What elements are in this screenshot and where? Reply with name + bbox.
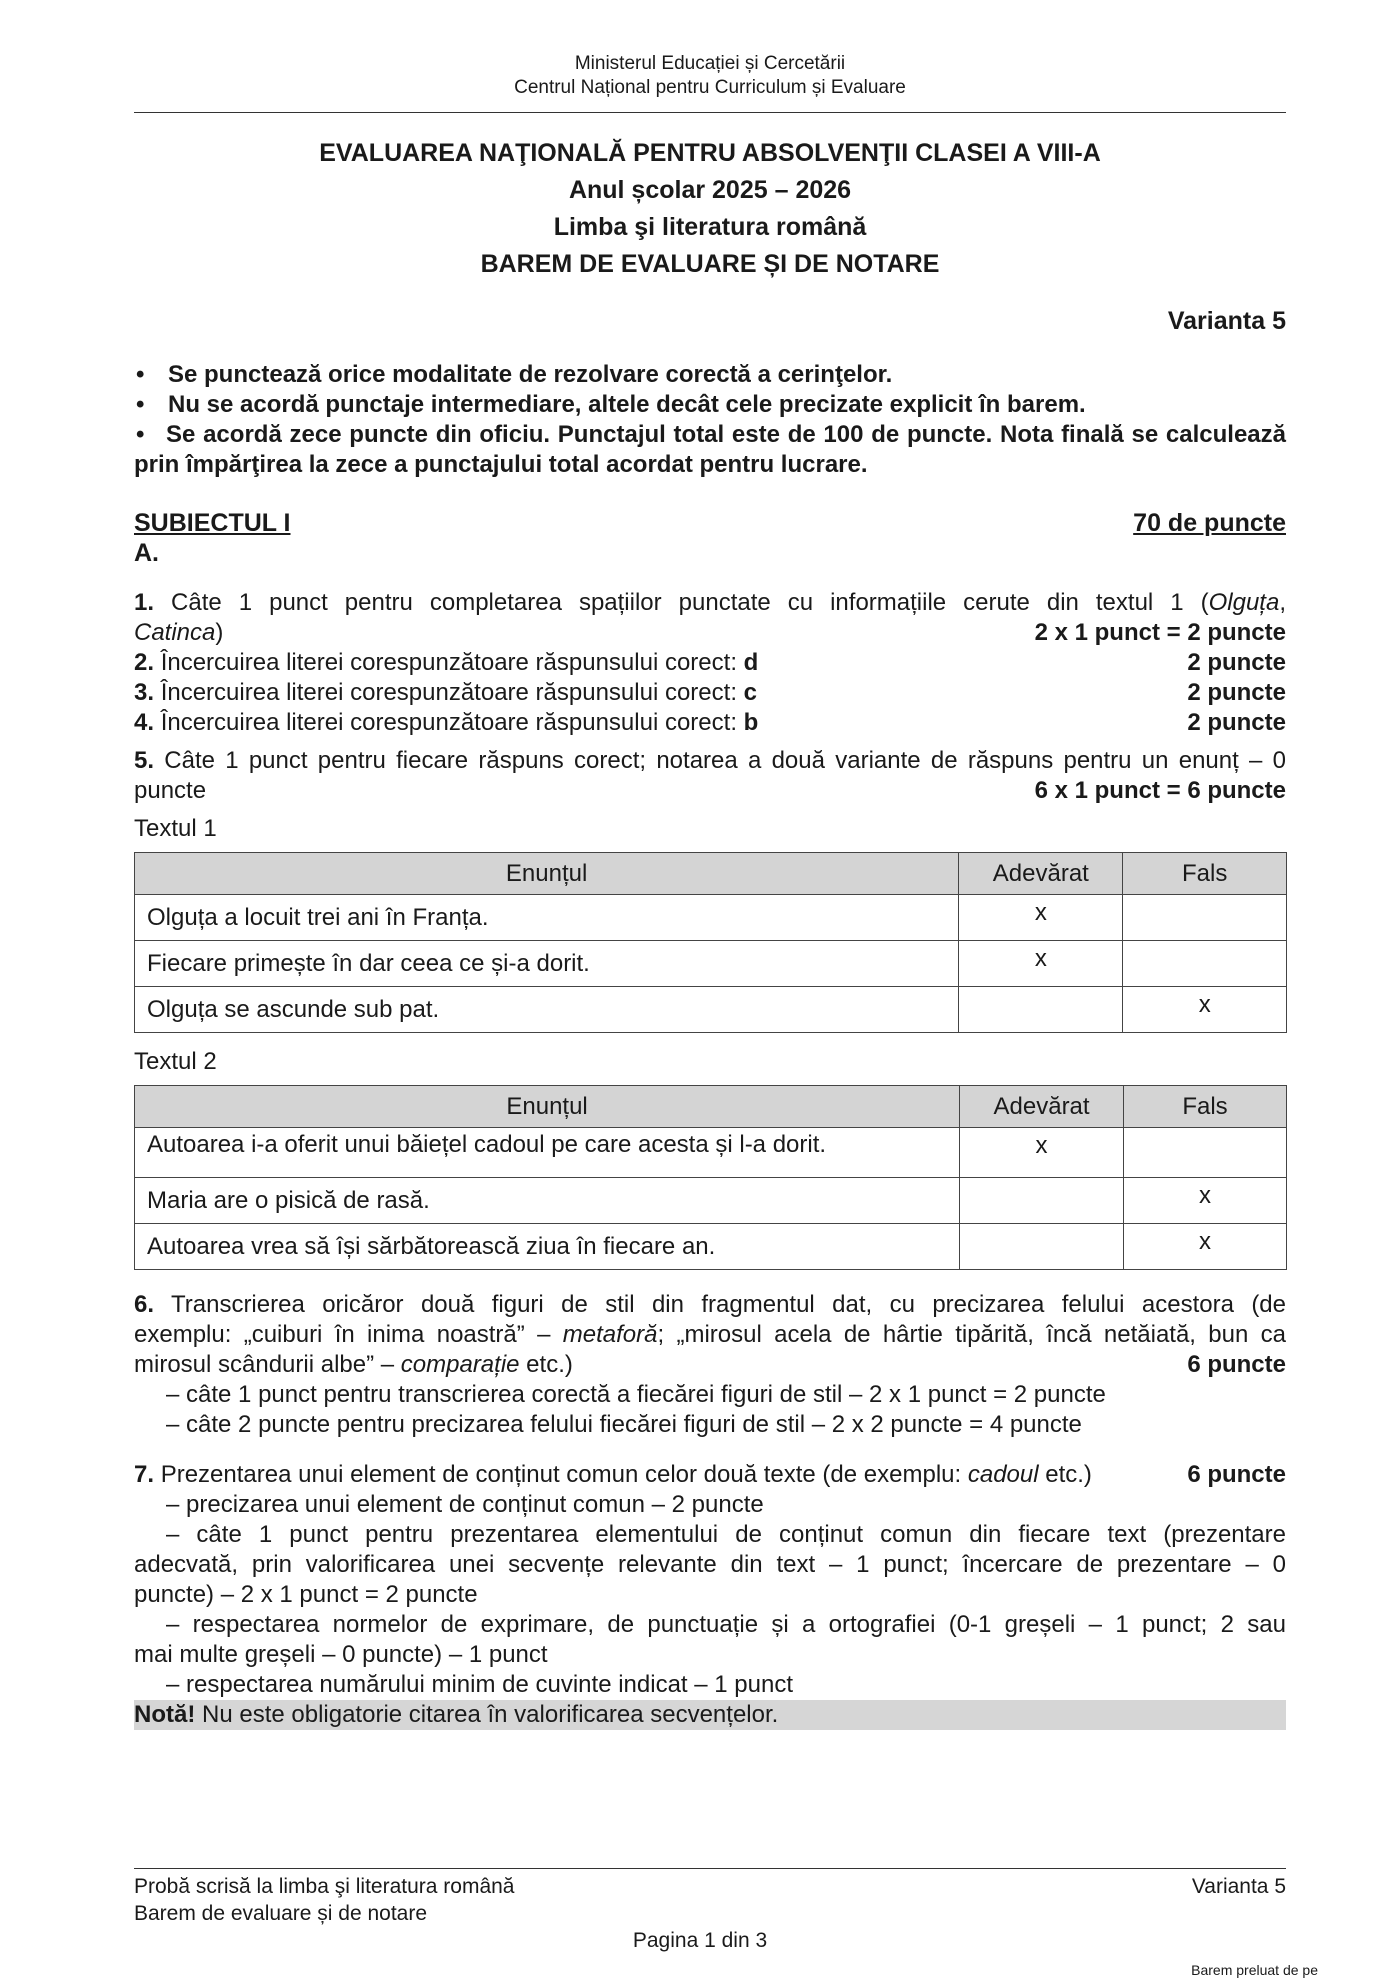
- note-label: Notă!: [134, 1701, 196, 1728]
- item-number: 7.: [134, 1461, 155, 1488]
- note-text: Nu este obligatorie citarea în valorificarea secvențelor.: [195, 1701, 779, 1728]
- item-points: 6 puncte: [1187, 1461, 1286, 1488]
- item-number: 3.: [134, 679, 155, 706]
- item-text: exemplu: „cuiburi în inima noastră” –: [134, 1321, 551, 1348]
- item-text: Încercuirea literei corespunzătoare răspunsului corect:: [160, 709, 737, 736]
- item-points: 2 x 1 punct = 2 puncte: [1034, 619, 1286, 646]
- item-text: Încercuirea literei corespunzătoare răspunsului corect:: [160, 679, 737, 706]
- item-number: 6.: [134, 1291, 155, 1318]
- item-3: [134, 678, 1286, 708]
- false-cell: [1123, 941, 1287, 987]
- table-row: [135, 1224, 1287, 1270]
- column-header: Fals: [1123, 853, 1287, 895]
- true-cell: x: [960, 1128, 1124, 1178]
- document-type: BAREM DE EVALUARE ȘI DE NOTARE: [480, 250, 940, 278]
- item-text: ; „mirosul acela de hârtie tipărită, încă netăiată, bun ca: [657, 1321, 1287, 1348]
- table-label: Textul 1: [134, 815, 217, 842]
- scoring-criterion: – respectarea numărului minim de cuvinte indicat – 1 punct: [166, 1671, 793, 1698]
- scoring-criterion: – câte 2 puncte pentru precizarea felului fiecărei figuri de stil – 2 x 2 puncte = 4 puncte: [166, 1411, 1082, 1438]
- statement-cell: Maria are o pisică de rasă.: [135, 1178, 960, 1224]
- table-header-row: [135, 853, 1287, 895]
- item-7: [134, 1460, 1286, 1700]
- statement-cell: Autoarea i-a oferit unui băiețel cadoul pe care acesta și l-a dorit.: [135, 1128, 960, 1178]
- bullet-icon: •: [136, 391, 145, 418]
- rule-item: [134, 420, 1286, 480]
- statement-cell: Autoarea vrea să își sărbătorească ziua în fiecare an.: [135, 1224, 960, 1270]
- item-6: [134, 1290, 1286, 1440]
- answer-name: Catinca: [134, 619, 216, 646]
- center-name: Centrul Național pentru Curriculum și Evaluare: [514, 77, 906, 98]
- item-text: Încercuirea literei corespunzătoare răspunsului corect:: [160, 649, 737, 676]
- item-text: mirosul scândurii albe” –: [134, 1351, 395, 1378]
- document-title: [134, 135, 1286, 283]
- item-number: 1.: [134, 589, 155, 616]
- bullet-icon: •: [136, 421, 145, 448]
- item-1: [134, 588, 1286, 648]
- header-divider: [134, 112, 1286, 113]
- item-6-line3: [134, 1350, 1286, 1380]
- true-cell: [960, 1178, 1124, 1224]
- footer-variant: Varianta 5: [1191, 1875, 1286, 1898]
- item-points: 6 puncte: [1187, 1351, 1286, 1378]
- item-text: etc.): [1038, 1461, 1092, 1488]
- figure-type: metaforă: [562, 1321, 658, 1348]
- column-header: Fals: [1123, 1086, 1286, 1128]
- table-label: Textul 2: [134, 1048, 217, 1075]
- footer-document-type: Barem de evaluare și de notare: [134, 1902, 428, 1925]
- rule-text: Se acordă zece puncte din oficiu. Punctajul total este de 100 de puncte. Nota finală se calculează prin împărţirea la zece a punctajului total acordat pentru lucrare.: [134, 421, 1286, 478]
- figure-type: comparație: [400, 1351, 520, 1378]
- example-term: cadoul: [967, 1461, 1039, 1488]
- item-text: Transcrierea oricăror două figuri de stil din fragmentul dat, cu precizarea felului acestora (de: [170, 1291, 1287, 1318]
- item-4: [134, 708, 1286, 738]
- item-1-line1: 1. Câte 1 punct pentru completarea spațiilor punctate cu informațiile cerute din textul 1 (Olguța,: [134, 589, 1286, 616]
- scoring-criterion: – precizarea unui element de conținut comun – 2 puncte: [166, 1491, 764, 1518]
- bullet-icon: •: [136, 361, 145, 388]
- table-row: [135, 941, 1287, 987]
- true-false-table: [134, 1085, 1287, 1270]
- column-header: Enunțul: [135, 853, 959, 895]
- item-5-line2: [134, 776, 1286, 806]
- false-cell: x: [1123, 1224, 1286, 1270]
- rule-item: [134, 390, 1286, 420]
- false-cell: x: [1123, 1178, 1286, 1224]
- item-text: Prezentarea unui element de conținut comun celor două texte (de exemplu:: [160, 1461, 962, 1488]
- answer-letter: c: [743, 679, 758, 706]
- subject-points: 70 de puncte: [1133, 509, 1286, 537]
- scoring-criterion: – câte 1 punct pentru transcrierea corectă a fiecărei figuri de stil – 2 x 1 punct = 2 puncte: [166, 1381, 1106, 1408]
- source-note: Barem preluat de pe: [1191, 1962, 1318, 1978]
- note-box: [134, 1700, 1286, 1730]
- page-number: Pagina 1 din 3: [632, 1929, 768, 1952]
- exam-title: EVALUAREA NAŢIONALĂ PENTRU ABSOLVENŢII CLASEI A VIII-A: [319, 139, 1101, 167]
- item-6-line2: [134, 1320, 1286, 1350]
- answer-name: Olguța: [1208, 589, 1280, 616]
- variant-label: Varianta 5: [1167, 307, 1286, 335]
- scoring-criterion: – câte 1 punct pentru prezentarea elementului de conținut comun din fiecare text (prezentare: [166, 1521, 1286, 1548]
- section-label: A.: [134, 539, 159, 567]
- rule-text: Nu se acordă punctaje intermediare, altele decât cele precizate explicit în barem.: [168, 391, 1086, 418]
- subject-heading: [134, 508, 1286, 538]
- false-cell: x: [1123, 987, 1287, 1033]
- item-7-line1: [134, 1460, 1286, 1490]
- statement-cell: Olguța se ascunde sub pat.: [135, 987, 959, 1033]
- item-points: 6 x 1 punct = 6 puncte: [1034, 777, 1286, 804]
- item-1-line2: Catinca) 2 x 1 punct = 2 puncte: [134, 619, 1286, 646]
- item-text: Câte 1 punct pentru completarea spațiilor punctate cu informațiile cerute din textul 1 (: [171, 589, 1209, 616]
- footer-divider: [134, 1868, 1286, 1869]
- ministry-name: Ministerul Educației și Cercetării: [574, 53, 846, 74]
- item-number: 2.: [134, 649, 155, 676]
- true-cell: [960, 1224, 1124, 1270]
- item-text: Câte 1 punct pentru fiecare răspuns corect; notarea a două variante de răspuns pentru un enunț – 0: [164, 747, 1287, 774]
- column-header: Adevărat: [959, 853, 1123, 895]
- item-text: puncte: [134, 777, 207, 804]
- table-row: [135, 987, 1287, 1033]
- general-rules: [134, 360, 1286, 480]
- rule-item: [134, 360, 1286, 390]
- document-page: [134, 0, 1286, 1730]
- item-text: etc.): [519, 1351, 573, 1378]
- false-cell: [1123, 1128, 1286, 1178]
- item-2: [134, 648, 1286, 678]
- table-row: [135, 1178, 1287, 1224]
- true-false-table: [134, 852, 1287, 1033]
- item-5-line1: [134, 746, 1286, 776]
- table-header-row: [135, 1086, 1287, 1128]
- scoring-criterion: – respectarea normelor de exprimare, de punctuație și a ortografiei (0-1 greșeli – 1 punct; 2 sau: [166, 1611, 1286, 1638]
- item-points: 2 puncte: [1187, 679, 1286, 706]
- item-number: 4.: [134, 709, 155, 736]
- table-row: [135, 1128, 1287, 1178]
- statement-cell: Fiecare primește în dar ceea ce și-a dorit.: [135, 941, 959, 987]
- subject-label: SUBIECTUL I: [134, 509, 291, 537]
- scoring-criterion-cont: puncte) – 2 x 1 punct = 2 puncte: [134, 1581, 478, 1608]
- subject-name: Limba şi literatura română: [553, 213, 867, 241]
- item-points: 2 puncte: [1187, 709, 1286, 736]
- page-footer: [134, 1873, 1286, 1927]
- footer-exam-name: Probă scrisă la limba şi literatura română: [134, 1875, 515, 1898]
- table-row: [135, 895, 1287, 941]
- item-5: [134, 746, 1286, 806]
- statement-cell: Olguța a locuit trei ani în Franța.: [135, 895, 959, 941]
- true-cell: x: [959, 941, 1123, 987]
- false-cell: [1123, 895, 1287, 941]
- school-year: Anul școlar 2025 – 2026: [568, 176, 852, 204]
- column-header: Adevărat: [960, 1086, 1124, 1128]
- scoring-criterion-cont: adecvată, prin valorificarea unei secvențe relevante din text – 1 punct; încercare de prezentare – 0: [134, 1551, 1286, 1578]
- answer-letter: b: [743, 709, 759, 736]
- item-6-line1: [134, 1290, 1286, 1320]
- item-number: 5.: [134, 747, 155, 774]
- rule-text: Se punctează orice modalitate de rezolvare corectă a cerinţelor.: [168, 361, 893, 388]
- item-points: 2 puncte: [1187, 649, 1286, 676]
- scoring-criterion-cont: mai multe greșeli – 0 puncte) – 1 punct: [134, 1641, 548, 1668]
- answer-letter: d: [743, 649, 759, 676]
- true-cell: [959, 987, 1123, 1033]
- true-cell: x: [959, 895, 1123, 941]
- column-header: Enunțul: [135, 1086, 960, 1128]
- institution-header: [134, 52, 1286, 100]
